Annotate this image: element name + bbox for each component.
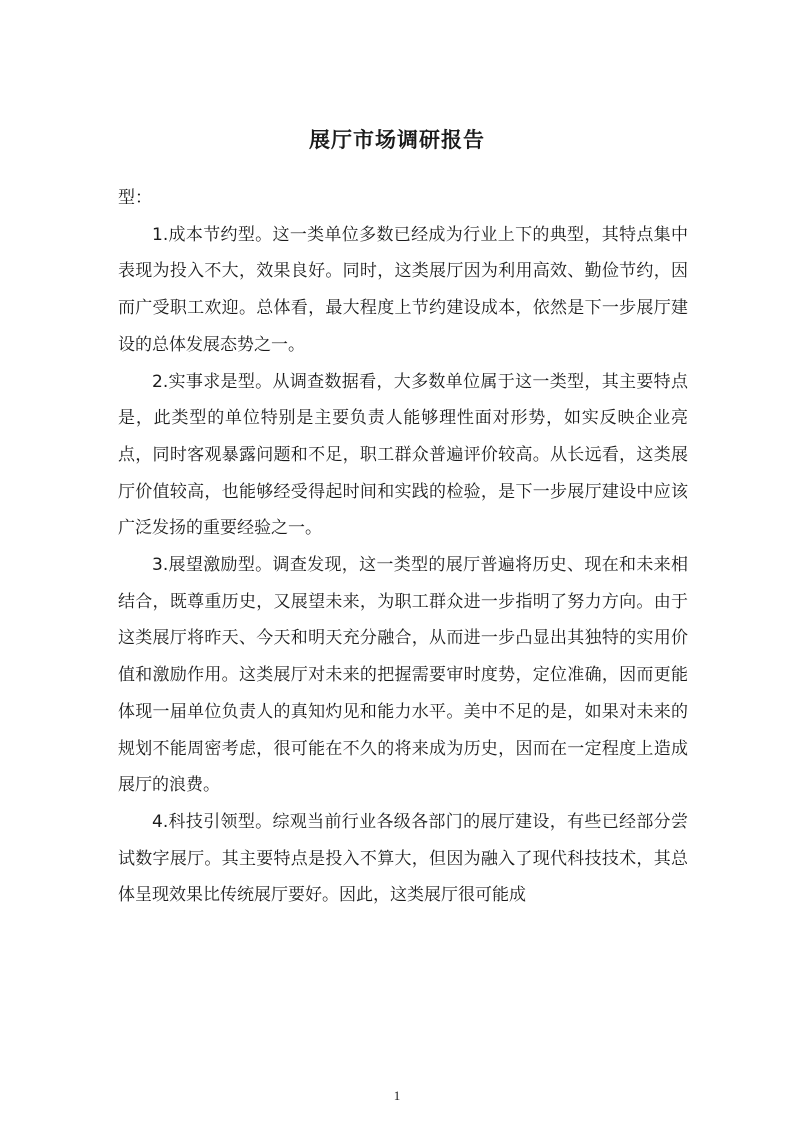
page-number: 1 (393, 1088, 401, 1103)
paragraph-inspiring-type: 3.展望激励型。调查发现，这一类型的展厅普遍将历史、现在和未来相结合，既尊重历史，又展望未来，为职工群众进一步指明了努力方向。由于这类展厅将昨天、今天和明天充分融合，从而进一步凸显出其独特的实用价值和激励作用。这类展厅对未来的把握需要审时度势，定位准确，因而更能体现一届单位负责人的真知灼见和能力水平。美中不足的是，如果对未来的规划不能周密考虑，很可能在不久的将来成为历史，因而在一定程度上造成展厅的浪费。 (118, 555, 688, 796)
paragraph-realistic-type: 2.实事求是型。从调查数据看，大多数单位属于这一类型，其主要特点是，此类型的单位特别是主要负责人能够理性面对形势，如实反映企业亮点，同时客观暴露问题和不足，职工群众普遍评价较高。从长远看，这类展厅价值较高，也能够经受得起时间和实践的检验，是下一步展厅建设中应该广泛发扬的重要经验之一。 (118, 371, 688, 539)
paragraph-cost-saving-type: 1.成本节约型。这一类单位多数已经成为行业上下的典型，其特点集中表现为投入不大，效果良好。同时，这类展厅因为利用高效、勤俭节约，因而广受职工欢迎。总体看，最大程度上节约建设成本，依然是下一步展厅建设的总体发展态势之一。 (118, 224, 688, 355)
paragraph-continuation: 型： (118, 188, 152, 208)
paragraph-technology-type: 4.科技引领型。综观当前行业各级各部门的展厅建设，有些已经部分尝试数字展厅。其主要特点是投入不算大，但因为融入了现代科技技术，其总体呈现效果比传统展厅要好。因此，这类展厅很可能成 (118, 811, 688, 906)
document-title: 展厅市场调研报告 (309, 128, 485, 152)
document-body (118, 180, 688, 914)
